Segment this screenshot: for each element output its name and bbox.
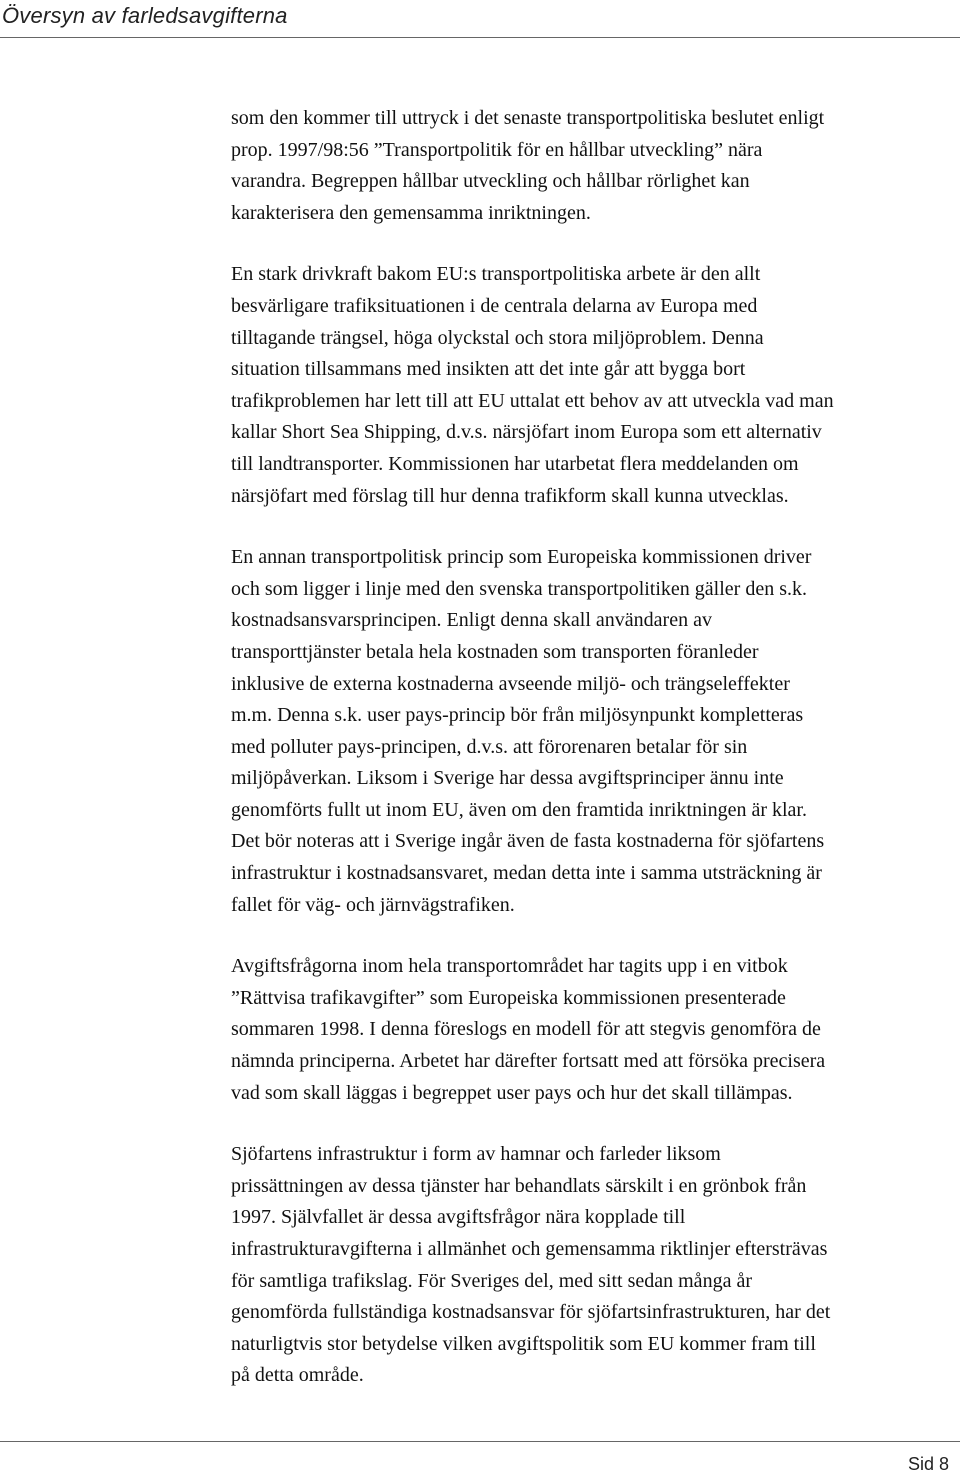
text-line: transporttjänster betala hela kostnaden som transporten föranleder xyxy=(231,640,759,663)
text-line: kallar Short Sea Shipping, d.v.s. närsjöfart inom Europa som ett alternativ xyxy=(231,421,822,444)
text-line: till landtransporter. Kommissionen har utarbetat flera meddelanden om xyxy=(231,452,799,475)
text-line: Sjöfartens infrastruktur i form av hamnar och farleder liksom xyxy=(231,1143,721,1166)
text-line: prop. 1997/98:56 ”Transportpolitik för en hållbar utveckling” nära xyxy=(231,138,763,161)
text-line: 1997. Självfallet är dessa avgiftsfrågor nära kopplade till xyxy=(231,1206,686,1229)
text-line: och som ligger i linje med den svenska transportpolitiken gäller den s.k. xyxy=(231,577,807,600)
text-line: situation tillsammans med insikten att det inte går att bygga bort xyxy=(231,358,746,381)
text-line: genomförda fullständiga kostnadsansvar för sjöfartsinfrastrukturen, har det xyxy=(231,1301,831,1324)
page-number: Sid 8 xyxy=(907,1454,949,1474)
text-line: som den kommer till uttryck i det senaste transportpolitiska beslutet enligt xyxy=(231,107,825,129)
text-line: Avgiftsfrågorna inom hela transportområdet har tagits upp i en vitbok xyxy=(231,955,788,978)
page-header xyxy=(0,0,960,40)
text-line: ”Rättvisa trafikavgifter” som Europeiska kommissionen presenterade xyxy=(231,986,786,1009)
text-line: prissättningen av dessa tjänster har behandlats särskilt i en grönbok från xyxy=(231,1174,807,1197)
paragraph-4 xyxy=(231,951,953,1109)
text-line: En annan transportpolitisk princip som Europeiska kommissionen driver xyxy=(231,546,812,569)
text-line: inklusive de externa kostnaderna avseende miljö- och trängseleffekter xyxy=(231,672,790,695)
text-line: tilltagande trängsel, höga olyckstal och stora miljöproblem. Denna xyxy=(231,326,764,349)
text-line: karakterisera den gemensamma inriktningen. xyxy=(231,201,591,224)
text-line: närsjöfart med förslag till hur denna trafikform skall kunna utvecklas. xyxy=(231,484,789,507)
text-line: En stark drivkraft bakom EU:s transportpolitiska arbete är den allt xyxy=(231,263,761,286)
text-line: Det bör noteras att i Sverige ingår även de fasta kostnaderna för sjöfartens xyxy=(231,830,825,853)
page-footer xyxy=(0,1438,960,1478)
text-line: miljöpåverkan. Liksom i Sverige har dessa avgiftsprinciper ännu inte xyxy=(231,767,784,790)
text-line: besvärligare trafiksituationen i de centrala delarna av Europa med xyxy=(231,294,758,317)
text-line: naturligtvis stor betydelse vilken avgiftspolitik som EU kommer fram till xyxy=(231,1332,816,1355)
text-line: nämnda principerna. Arbetet har därefter fortsatt med att försöka precisera xyxy=(231,1050,826,1073)
footer-divider xyxy=(0,1441,960,1442)
text-line: sommaren 1998. I denna föreslogs en modell för att stegvis genomföra de xyxy=(231,1018,821,1041)
text-line: m.m. Denna s.k. user pays-princip bör från miljösynpunkt kompletteras xyxy=(231,704,804,727)
text-line: infrastruktur i kostnadsansvaret, medan detta inte i samma utsträckning är xyxy=(231,862,822,885)
text-line: fallet för väg- och järnvägstrafiken. xyxy=(231,893,515,916)
text-line: infrastrukturavgifterna i allmänhet och gemensamma riktlinjer eftersträvas xyxy=(231,1238,828,1260)
text-line: vad som skall läggas i begreppet user pays och hur det skall tillämpas. xyxy=(231,1081,793,1104)
document-body xyxy=(231,103,953,1422)
text-line: kostnadsansvarsprincipen. Enligt denna skall användaren av xyxy=(231,609,712,632)
paragraph-5 xyxy=(231,1139,953,1392)
text-line: för samtliga trafikslag. För Sveriges del, med sitt sedan många år xyxy=(231,1269,752,1292)
header-divider xyxy=(0,37,960,38)
text-line: varandra. Begreppen hållbar utveckling och hållbar rörlighet kan xyxy=(231,170,750,193)
text-line: på detta område. xyxy=(231,1364,364,1387)
paragraph-2 xyxy=(231,259,953,512)
paragraph-3 xyxy=(231,542,953,921)
document-title: Översyn av farledsavgifterna xyxy=(2,3,288,28)
paragraph-1 xyxy=(231,103,953,229)
text-line: med polluter pays-principen, d.v.s. att förorenaren betalar för sin xyxy=(231,735,748,758)
text-line: trafikproblemen har lett till att EU uttalat ett behov av att utveckla vad man xyxy=(231,389,834,412)
text-line: genomförts fullt ut inom EU, även om den framtida inriktningen är klar. xyxy=(231,798,807,821)
